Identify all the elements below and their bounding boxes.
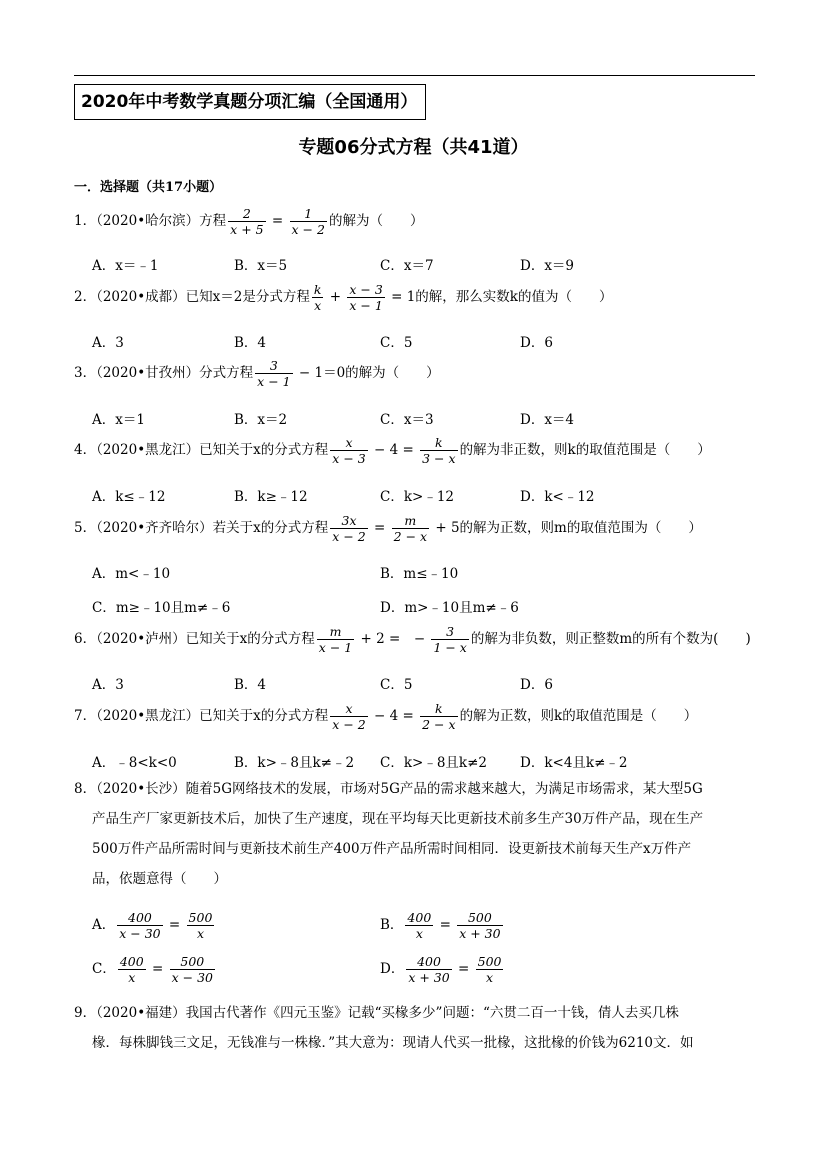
numerator: 400	[119, 954, 144, 969]
fraction	[347, 282, 384, 313]
operator: =	[435, 917, 456, 933]
question-9	[74, 998, 762, 1058]
option-c: C．k>﹣12	[380, 489, 454, 505]
question-source: （2020•哈尔滨）	[96, 213, 200, 229]
option-label: C．	[92, 961, 116, 977]
option-b: B．k>﹣8且k≠﹣2	[234, 755, 355, 771]
series-title-box: 2020年中考数学真题分项汇编（全国通用）	[74, 84, 426, 120]
option-b: B．k≥﹣12	[234, 489, 308, 505]
option-a: A．x＝1	[92, 412, 145, 428]
question-source: （2020•齐齐哈尔）	[96, 520, 213, 536]
fraction	[170, 954, 215, 985]
question-number: 3．	[74, 365, 97, 381]
option-a: A．3	[92, 335, 124, 351]
option-d: D．6	[520, 677, 553, 693]
question-text: 若关于x的分式方程	[212, 520, 329, 536]
option-b: B．m≤﹣10	[380, 566, 459, 582]
numerator: x	[330, 435, 367, 451]
question-1	[74, 206, 423, 237]
fraction	[118, 954, 146, 985]
denominator: x + 30	[459, 926, 501, 941]
denominator: 1 − x	[433, 640, 467, 655]
denominator: x − 1	[257, 374, 291, 389]
fraction	[330, 513, 367, 544]
numerator: 2	[228, 206, 265, 222]
numerator: 3	[255, 358, 292, 374]
option-label: B．	[380, 917, 404, 933]
fraction	[330, 435, 367, 466]
option-d: D．x＝4	[520, 412, 575, 428]
question-number: 7．	[74, 708, 97, 724]
denominator: x − 3	[332, 451, 366, 466]
numerator: 400	[406, 954, 451, 970]
fraction	[117, 910, 162, 941]
question-8	[74, 774, 762, 894]
operator: − 4 =	[369, 708, 419, 724]
header-rule	[74, 75, 755, 76]
numerator: 1	[290, 206, 327, 222]
question-text: 已知关于x的分式方程	[185, 631, 315, 647]
operator: =	[369, 520, 390, 536]
option-c: C．m≥﹣10且m≠﹣6	[92, 600, 231, 616]
option-c	[92, 954, 217, 985]
option-c: C．x＝7	[380, 258, 434, 274]
question-number: 5．	[74, 520, 97, 536]
question-number: 6．	[74, 631, 97, 647]
denominator: x − 2	[332, 529, 366, 544]
fraction	[187, 910, 215, 941]
question-4	[74, 435, 711, 466]
question-text: 已知关于x的分式方程	[199, 442, 329, 458]
option-c: C．x＝3	[380, 412, 434, 428]
question-2	[74, 282, 612, 313]
fraction	[290, 206, 327, 237]
fraction	[317, 624, 354, 655]
question-source: （2020•成都）	[96, 289, 186, 305]
question-number: 2．	[74, 289, 97, 305]
denominator: 3 − x	[422, 451, 456, 466]
numerator: x	[330, 701, 367, 717]
denominator: x − 2	[332, 717, 366, 732]
question-text: + 5的解为正数，则m的取值范围为（ ）	[431, 520, 702, 536]
operator: + 2 = −	[356, 631, 430, 647]
option-d: D．6	[520, 335, 553, 351]
denominator: x	[314, 298, 322, 313]
option-c: C．k>﹣8且k≠2	[380, 755, 487, 771]
denominator: x − 1	[349, 298, 383, 313]
option-d: D．k<﹣12	[520, 489, 595, 505]
question-text-line: 8．（2020•长沙）随着5G网络技术的发展，市场对5G产品的需求越来越大，为满足市场需求，某大型5G	[74, 781, 703, 797]
section-heading: 一．选择题（共17小题）	[74, 180, 223, 195]
fraction	[431, 624, 468, 655]
question-text-line: 9．（2020•福建）我国古代著作《四元玉鉴》记载“买椽多少”问题：“六贯二百一十钱，倩人去买几株	[74, 1005, 679, 1021]
numerator: 3	[431, 624, 468, 640]
question-text-line: 品，依题意得（ ）	[92, 871, 227, 887]
operator: =	[453, 961, 474, 977]
numerator: 500	[170, 954, 215, 970]
option-d: D．m>﹣10且m≠﹣6	[380, 600, 519, 616]
fraction	[406, 954, 451, 985]
fraction	[255, 358, 292, 389]
operator: +	[325, 289, 346, 305]
question-source: （2020•黑龙江）	[96, 708, 200, 724]
question-source: （2020•甘孜州）	[96, 365, 200, 381]
fraction	[392, 513, 429, 544]
numerator: 500	[477, 954, 502, 969]
numerator: x − 3	[349, 282, 383, 297]
numerator: 400	[117, 910, 162, 926]
numerator: 500	[457, 910, 502, 926]
denominator: x − 1	[318, 640, 353, 655]
option-b: B．x＝5	[234, 258, 288, 274]
numerator: k	[420, 701, 457, 717]
denominator: x	[196, 926, 204, 941]
question-text: − 1＝0的解为（ ）	[294, 365, 440, 381]
operator: − 4 =	[369, 442, 419, 458]
fraction	[330, 701, 367, 732]
fraction	[476, 954, 504, 985]
option-b: B．4	[234, 677, 267, 693]
option-a: A．3	[92, 677, 124, 693]
question-text: 的解为非负数，则正整数m的所有个数为( )	[470, 631, 751, 647]
option-b: B．x＝2	[234, 412, 288, 428]
question-6	[74, 624, 751, 655]
numerator: m	[392, 513, 429, 529]
denominator: x + 5	[230, 222, 264, 237]
question-text: 的解为非正数，则k的取值范围是（ ）	[459, 442, 711, 458]
fraction	[420, 435, 457, 466]
document-title: 专题06分式方程（共41道）	[298, 137, 529, 158]
question-text: 的解为（ ）	[328, 213, 424, 229]
option-a: A．﹣8<k<0	[92, 755, 177, 771]
denominator: 2 − x	[393, 529, 428, 544]
option-c: C．5	[380, 335, 413, 351]
question-text-line: 500万件产品所需时间与更新技术前生产400万件产品所需时间相同．设更新技术前每天生产x万件产	[92, 841, 692, 857]
fraction	[405, 910, 433, 941]
question-text: 分式方程	[199, 365, 254, 381]
option-c: C．5	[380, 677, 413, 693]
question-number: 4．	[74, 442, 97, 458]
option-a	[92, 910, 216, 941]
question-number: 1．	[74, 213, 97, 229]
denominator: 2 − x	[422, 717, 456, 732]
fraction	[228, 206, 265, 237]
denominator: x − 2	[291, 222, 325, 237]
option-b: B．4	[234, 335, 267, 351]
option-a: A．k≤﹣12	[92, 489, 166, 505]
operator: =	[267, 213, 288, 229]
option-a: A．m<﹣10	[92, 566, 171, 582]
denominator: x	[415, 926, 423, 941]
numerator: 400	[407, 910, 432, 925]
question-text-line: 产品生产厂家更新技术后，加快了生产速度，现在平均每天比更新技术前多生产30万件产品，现在生产	[92, 811, 704, 827]
operator: =	[164, 917, 185, 933]
fraction	[312, 282, 324, 313]
question-text: 方程	[199, 213, 227, 229]
question-7	[74, 701, 697, 732]
fraction	[420, 701, 457, 732]
denominator: x	[128, 970, 136, 985]
question-text: 的解为正数，则k的取值范围是（ ）	[459, 708, 698, 724]
denominator: x + 30	[408, 970, 450, 985]
question-source: （2020•黑龙江）	[96, 442, 200, 458]
denominator: x − 30	[171, 970, 213, 985]
numerator: k	[313, 282, 322, 297]
denominator: x − 30	[119, 926, 161, 941]
option-a: A．x＝﹣1	[92, 258, 159, 274]
option-d: D．k<4且k≠﹣2	[520, 755, 628, 771]
option-d: D．x＝9	[520, 258, 575, 274]
question-5	[74, 513, 702, 544]
question-text: = 1的解，那么实数k的值为（ ）	[386, 289, 613, 305]
question-text-line: 椽．每株脚钱三文足，无钱准与一株椽．”其大意为：现请人代买一批椽，这批椽的价钱为6210文．如	[92, 1035, 694, 1051]
denominator: x	[486, 970, 494, 985]
numerator: m	[317, 624, 354, 640]
option-d	[380, 954, 505, 985]
question-text: 已知x＝2是分式方程	[185, 289, 310, 305]
numerator: k	[420, 435, 457, 451]
question-text: 已知关于x的分式方程	[199, 708, 329, 724]
operator: =	[147, 961, 168, 977]
question-source: （2020•泸州）	[96, 631, 186, 647]
fraction	[457, 910, 502, 941]
option-b	[380, 910, 505, 941]
numerator: 500	[188, 910, 213, 925]
option-label: D．	[380, 961, 405, 977]
numerator: 3x	[330, 513, 367, 529]
question-3	[74, 358, 440, 389]
option-label: A．	[92, 917, 116, 933]
